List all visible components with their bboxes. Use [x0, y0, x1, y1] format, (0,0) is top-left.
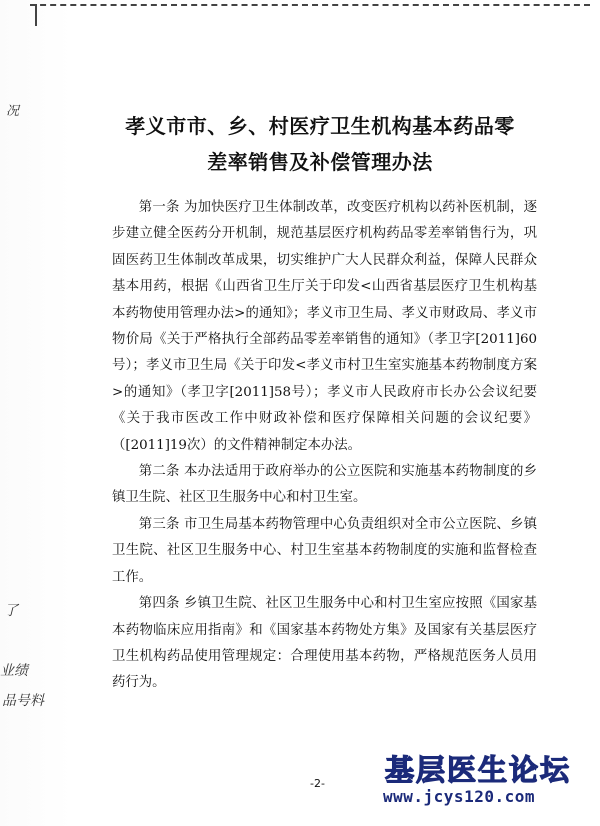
forum-watermark — [363, 754, 593, 808]
document-title — [110, 108, 530, 180]
article-3: 第三条 市卫生局基本药物管理中心负责组织对全市公立医院、乡镇卫生院、社区卫生服务中心、村卫生室基本药物制度的实施和监督检查工作。 — [112, 516, 537, 585]
margin-handwriting-2: 了 — [4, 603, 18, 619]
article-4: 第四条 乡镇卫生院、社区卫生服务中心和村卫生室应按照《国家基本药物临床应用指南》和《国家基本药物处方集》及国家有关基层医疗卫生机构药品使用管理规定：合理使用基本药物，严格规范医务人员用药行为。 — [112, 596, 537, 691]
scan-left-edge — [35, 4, 37, 26]
margin-handwriting-1: 况 — [6, 104, 20, 119]
page-number: -2- — [310, 777, 325, 790]
margin-handwriting-3: 业绩 — [0, 663, 28, 679]
title-line-1: 孝义市市、乡、村医疗卫生机构基本药品零 — [125, 114, 515, 138]
watermark-url: www.jcys120.com — [383, 787, 535, 806]
article-1: 第一条 为加快医疗卫生体制改革，改变医疗机构以药补医机制，逐步建立健全医药分开机制，规范基层医疗机构药品零差率销售行为，巩固医药卫生体制改革成果，切实维护广大人民群众利益，保障人民群众基本用药，根据《山西省卫生厅关于印发<山西省基层医疗卫生机构基本药物使用管理办法>的通知》；孝义市卫生局、孝义市财政局、孝义市物价局《关于严格执行全部药品零差率销售的通知》（孝卫字[2011]60号）；孝义市卫生局《关于印发<孝义市村卫生室实施基本药物制度方案>的通知》（孝卫字[2011]58号）；孝义市人民政府市长办公会议纪要《关于我市医改工作中财政补偿和医疗保障相关问题的会议纪要》（[2011]19次）的文件精神制定本办法。 — [112, 200, 537, 453]
document-body — [112, 195, 537, 697]
article-2: 第二条 本办法适用于政府举办的公立医院和实施基本药物制度的乡镇卫生院、社区卫生服务中心和村卫生室。 — [112, 464, 537, 506]
watermark-text: 基层医生论坛 — [384, 753, 571, 787]
title-line-2: 差率销售及补偿管理办法 — [207, 150, 433, 174]
scan-top-edge — [30, 4, 590, 6]
margin-handwriting-4: 品号料 — [2, 693, 44, 709]
